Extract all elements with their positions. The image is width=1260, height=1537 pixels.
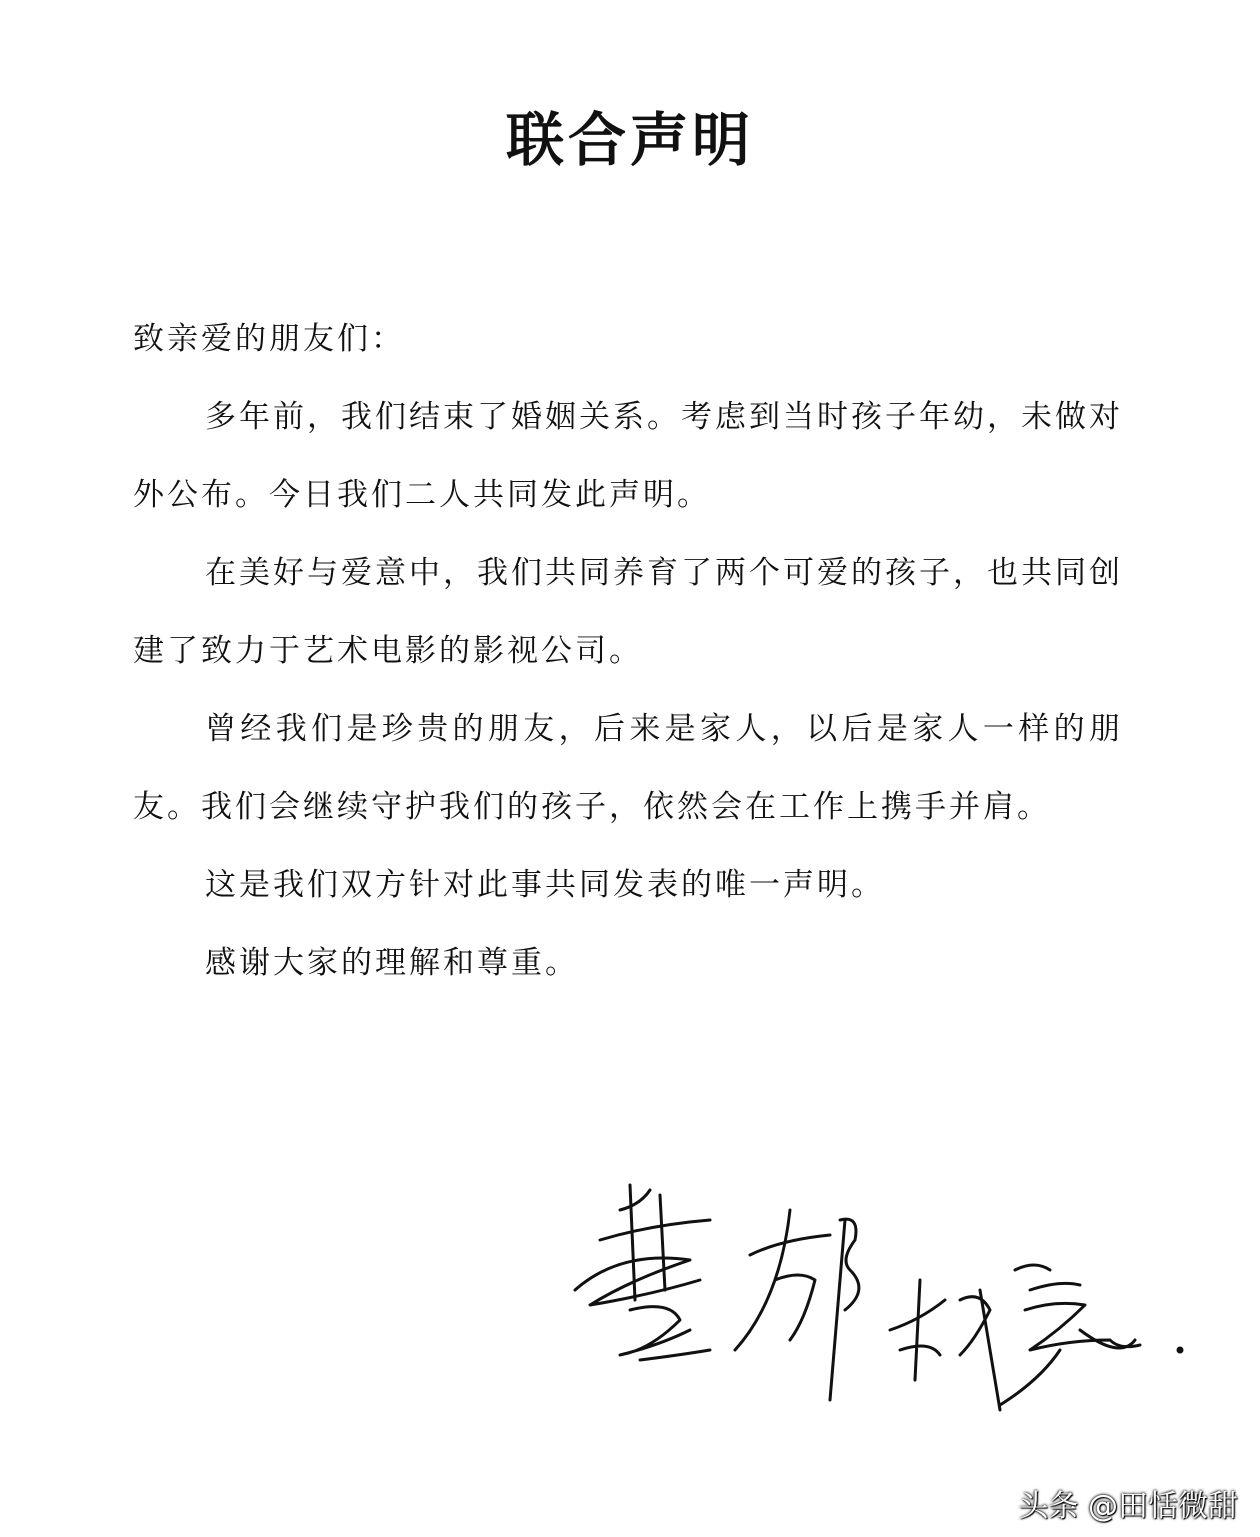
paragraph-5: 感谢大家的理解和尊重。 bbox=[205, 945, 579, 981]
greeting-line: 致亲爱的朋友们： bbox=[133, 321, 405, 357]
document-body bbox=[133, 300, 1123, 1002]
paragraph-2: 在美好与爱意中，我们共同养育了两个可爱的孩子，也共同创建了致力于艺术电影的影视公司。 bbox=[133, 555, 1123, 669]
document-title: 联合声明 bbox=[505, 106, 754, 174]
paragraph-4: 这是我们双方针对此事共同发表的唯一声明。 bbox=[205, 867, 885, 903]
paragraph-1: 多年前，我们结束了婚姻关系。考虑到当时孩子年幼，未做对外公布。今日我们二人共同发此声明。 bbox=[133, 399, 1123, 513]
watermark: 头条 @田恬微甜 bbox=[1018, 1489, 1238, 1524]
signature-1 bbox=[575, 1185, 710, 1360]
signature-2 bbox=[735, 1210, 859, 1400]
paragraph-3: 曾经我们是珍贵的朋友，后来是家人，以后是家人一样的朋友。我们会继续守护我们的孩子，依然会在工作上携手并肩。 bbox=[133, 711, 1123, 825]
signature-3 bbox=[890, 1265, 1182, 1410]
handwritten-signatures bbox=[560, 1180, 1200, 1430]
